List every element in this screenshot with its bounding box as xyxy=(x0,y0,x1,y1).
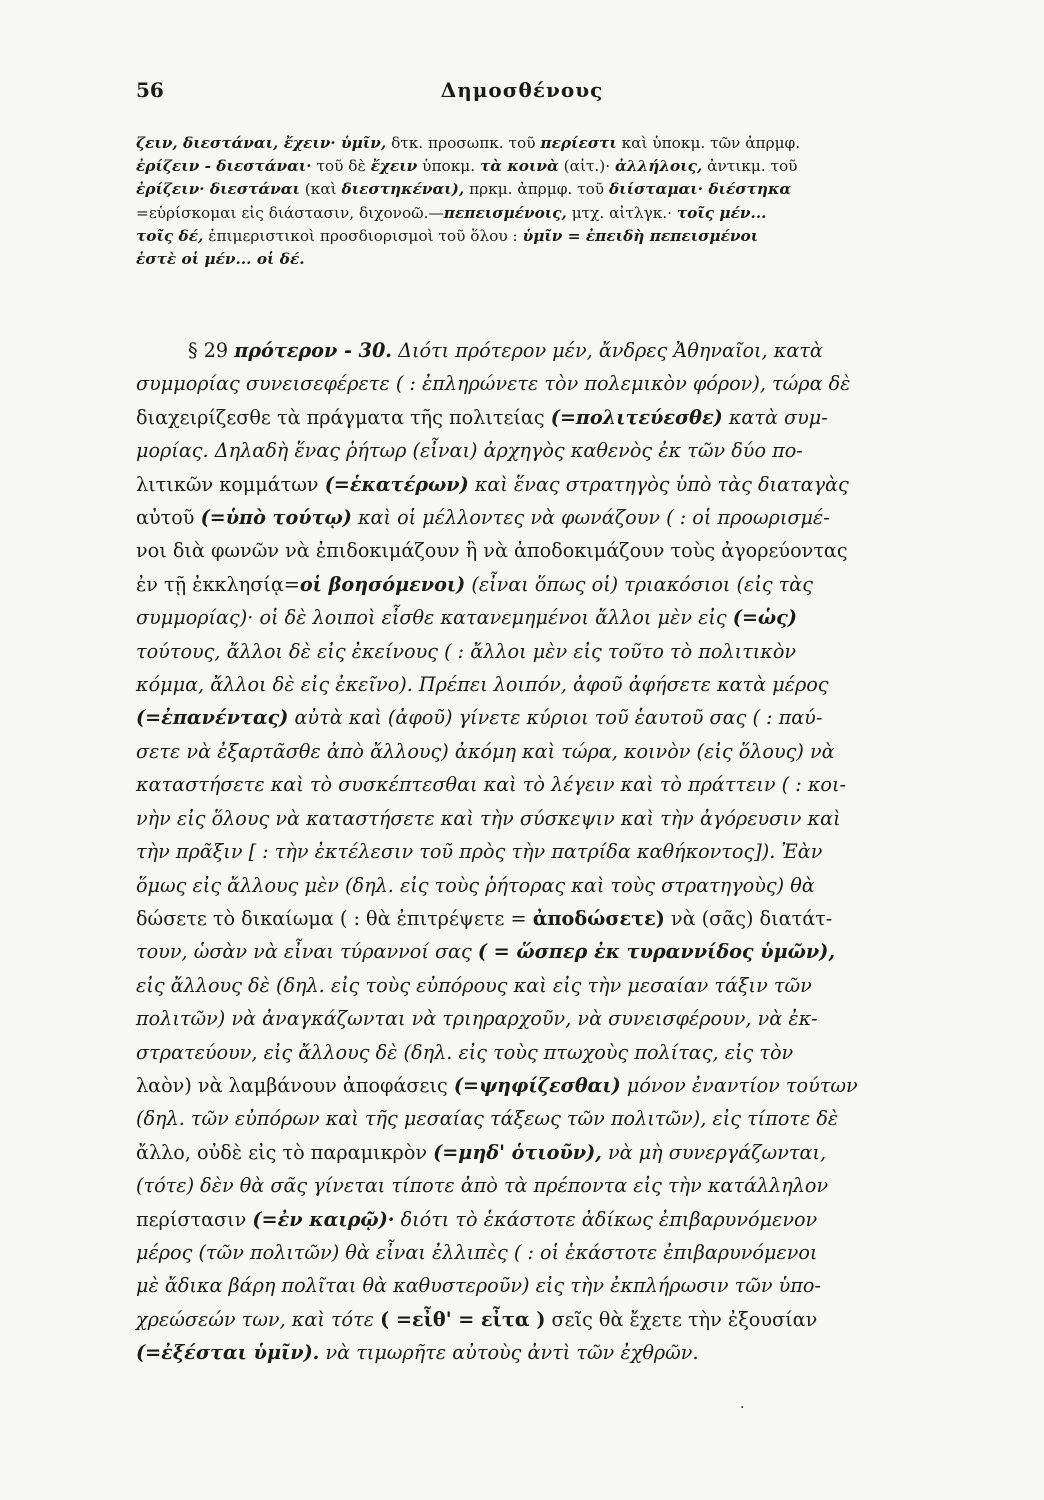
text-run: χρεώσεών των, καὶ τότε xyxy=(136,1307,381,1331)
text-run: ἐν τῇ ἐκκλησίᾳ= xyxy=(136,572,300,596)
text-line xyxy=(136,568,926,601)
text-line xyxy=(136,701,926,734)
text-line xyxy=(136,1036,926,1069)
text-run: =εὑρίσκομαι εἰς διάστασιν, διχονοῶ.— xyxy=(136,203,444,222)
note-line xyxy=(136,155,924,178)
text-line xyxy=(136,668,926,701)
text-run: Διότι πρότερον μέν, ἄνδρες Ἀθηναῖοι, κατὰ xyxy=(391,339,823,362)
text-run: ἄλλο, οὐδὲ εἰς τὸ παραμικρὸν xyxy=(136,1140,434,1164)
text-run: ζειν, διεστάναι, ἔχειν· ὑμῖν, xyxy=(136,134,387,152)
text-run: εἰς ἄλλους δὲ (δηλ. εἰς τοὺς εὐπόρους καὶ εἰς τὴν μεσαίαν τάξιν τῶν xyxy=(136,973,812,997)
text-run: (τότε) δὲν θὰ σᾶς γίνεται τίποτε ἀπὸ τὰ πρέποντα εἰς τὴν κατάλληλον xyxy=(136,1174,829,1198)
text-line xyxy=(136,367,926,400)
note-line xyxy=(136,225,924,248)
text-run: ἀποδώσετε) xyxy=(532,906,665,930)
text-run: μτχ. αἰτλγκ.· xyxy=(566,203,677,222)
text-run: λιτικῶν κομμάτων xyxy=(136,472,325,496)
note-line xyxy=(136,248,924,271)
text-line xyxy=(136,1102,926,1135)
text-run: ἐστὲ οἱ μέν... οἱ δέ. xyxy=(136,250,305,269)
text-run: (=πολιτεύεσθε) xyxy=(550,405,723,429)
text-run: (=ἑκατέρων) xyxy=(324,472,469,496)
text-run: καὶ ἕνας στρατηγὸς ὑπὸ τὰς διαταγὰς xyxy=(468,472,849,496)
text-run: νὰ μὴ συνεργάζωνται, xyxy=(601,1140,827,1164)
text-run: τὰ κοινὰ xyxy=(479,157,559,176)
text-line xyxy=(136,1269,926,1302)
text-run: συμμορίας)· οἱ δὲ λοιποὶ εἶσθε κατανεμημένοι ἄλλοι μὲν εἰς xyxy=(136,606,733,630)
text-run: καὶ ὑποκμ. τῶν ἀπρμφ. xyxy=(616,134,801,152)
text-run: καταστήσετε καὶ τὸ συσκέπτεσθαι καὶ τὸ λέγειν καὶ τὸ πράττειν ( : κοι- xyxy=(136,773,846,797)
page-header xyxy=(0,78,1044,108)
running-title: Δημοσθένους xyxy=(440,78,604,102)
text-run: διαχειρίζεσθε τὰ πράγματα τῆς πολιτείας xyxy=(136,405,551,429)
text-run: (εἶναι ὅπως οἱ) τριακόσιοι (εἰς τὰς xyxy=(465,572,814,596)
text-run: (=ἐπανέντας) xyxy=(136,706,289,730)
text-run: (=ὑπὸ τούτῳ) xyxy=(200,506,352,530)
note-line xyxy=(136,178,924,201)
text-run: σετε νὰ ἐξαρτᾶσθε ἀπὸ ἄλλους) ἀκόμη καὶ τώρα, κοινὸν (εἰς ὅλους) νὰ xyxy=(136,739,835,763)
note-line xyxy=(136,202,924,225)
text-run: ὑμῖν = ἐπειδὴ πεπεισμένοι xyxy=(522,226,759,245)
text-run: συμμορίας συνεισεφέρετε ( : ἐπληρώνετε τὸν πολεμικὸν φόρον), τώρα δὲ xyxy=(136,372,851,396)
text-line xyxy=(136,334,926,367)
text-run: αὐτοῦ xyxy=(136,506,201,530)
text-run: σεῖς θὰ ἔχετε τὴν ἐξουσίαν xyxy=(545,1307,818,1331)
text-line xyxy=(136,969,926,1002)
text-run: δώσετε τὸ δικαίωμα ( : θὰ ἐπιτρέψετε = xyxy=(136,906,533,930)
text-run: κόμμα, ἄλλοι δὲ εἰς ἐκεῖνο). Πρέπει λοιπόν, ἀφοῦ ἀφήσετε κατὰ μέρος xyxy=(136,673,829,697)
text-run: τοῖς μέν... xyxy=(676,203,767,222)
text-run: ἔχειν xyxy=(370,157,418,176)
text-run: ( =εἶθ' = εἶτα ) xyxy=(380,1307,546,1331)
text-line xyxy=(136,1303,926,1336)
page-number: 56 xyxy=(136,78,164,102)
text-run: (καὶ xyxy=(299,180,342,199)
text-line xyxy=(136,1336,926,1369)
text-line xyxy=(136,1203,926,1236)
text-run: ἐπιμεριστικοὶ προσδιορισμοὶ τοῦ ὅλου : xyxy=(203,226,523,245)
text-run: νὰ τιμωρῆτε αὐτοὺς ἀντὶ τῶν ἐχθρῶν. xyxy=(319,1341,699,1365)
text-run: τουν, ὡσὰν νὰ εἶναι τύραννοί σας xyxy=(136,940,478,964)
note-line xyxy=(136,132,924,155)
text-line xyxy=(136,802,926,835)
text-run: πρκμ. ἀπρμφ. τοῦ xyxy=(464,180,609,199)
text-run: ἐρίζειν - διεστάναι· xyxy=(136,157,312,176)
text-run: ( = ὥσπερ ἐκ τυραννίδος ὑμῶν), xyxy=(477,940,835,964)
text-run: διίσταμαι· διέστηκα xyxy=(608,180,792,199)
text-run: τὴν πρᾶξιν [ : τὴν ἐκτέλεσιν τοῦ πρὸς τὴν πατρίδα καθήκοντος]). Ἐὰν xyxy=(136,840,823,864)
text-run: λαὸν) νὰ λαμβάνουν ἀποφάσεις xyxy=(136,1073,454,1097)
text-run: νὰ (σᾶς) διατάτ- xyxy=(664,906,833,930)
text-run: περίεστι xyxy=(540,134,617,152)
text-run: (δηλ. τῶν εὐπόρων καὶ τῆς μεσαίας τάξεως τῶν πολιτῶν), εἰς τίποτε δὲ xyxy=(136,1107,839,1131)
text-run: πολιτῶν) νὰ ἀναγκάζωνται νὰ τριηραρχοῦν, νὰ συνεισφέρουν, νὰ ἐκ- xyxy=(136,1007,818,1031)
text-line xyxy=(136,1169,926,1202)
text-run: τοῦ δὲ xyxy=(311,157,371,176)
text-line xyxy=(136,635,926,668)
text-run: ἀντικμ. τοῦ xyxy=(702,157,798,176)
text-run: νὴν εἰς ὅλους νὰ καταστήσετε καὶ τὴν σύσκεψιν καὶ τὴν ἀγόρευσιν καὶ xyxy=(136,806,841,830)
text-run: καὶ οἱ μέλλοντες νὰ φωνάζουν ( : οἱ προωρισμέ- xyxy=(351,506,830,530)
text-run: ἀλλήλοις, xyxy=(614,157,703,176)
text-run: (=ἐν καιρῷ)· xyxy=(252,1207,395,1231)
text-line xyxy=(136,869,926,902)
text-line xyxy=(136,501,926,534)
text-line xyxy=(136,1136,926,1169)
text-line xyxy=(136,935,926,968)
text-run: διότι τὸ ἑκάστοτε ἀδίκως ἐπιβαρυνόμενον xyxy=(394,1207,818,1231)
text-run: κατὰ συμ- xyxy=(722,405,828,429)
text-run: ὑποκμ. xyxy=(417,157,480,176)
text-line xyxy=(136,1236,926,1269)
text-run: τούτους, ἄλλοι δὲ εἰς ἐκείνους ( : ἄλλοι μὲν εἰς τοῦτο τὸ πολιτικὸν xyxy=(136,639,797,663)
footer-mark: . xyxy=(740,1396,745,1412)
text-line xyxy=(136,735,926,768)
text-run: (=ἐξέσται ὑμῖν). xyxy=(136,1341,320,1365)
text-run: μέρος (τῶν πολιτῶν) θὰ εἶναι ἐλλιπὲς ( : οἱ ἑκάστοτε ἐπιβαρυνόμενοι xyxy=(136,1240,818,1264)
text-run: οἱ βοησόμενοι) xyxy=(299,572,466,596)
text-line xyxy=(136,835,926,868)
text-run: ἐρίζειν· διεστάναι xyxy=(136,180,300,199)
main-translation-text xyxy=(136,334,926,1370)
text-run: μόνον ἐναντίον τούτων xyxy=(620,1073,858,1097)
text-line xyxy=(136,1002,926,1035)
text-line xyxy=(136,401,926,434)
text-run: (=ὡς) xyxy=(732,606,797,630)
text-run: § 29 xyxy=(188,339,235,362)
text-run: (αἰτ.)· xyxy=(558,157,615,176)
text-run: νοι διὰ φωνῶν νὰ ἐπιδοκιμάζουν ἢ νὰ ἀποδοκιμάζουν τοὺς ἀγορεύοντας xyxy=(136,539,848,563)
text-line xyxy=(136,1069,926,1102)
text-line xyxy=(136,902,926,935)
text-run: τοῖς δέ, xyxy=(136,226,204,245)
text-run: πεπεισμένοις, xyxy=(443,203,567,222)
text-run: μὲ ἄδικα βάρη πολῖται θὰ καθυστεροῦν) εἰς τὴν ἐκπλήρωσιν τῶν ὑπο- xyxy=(136,1274,821,1298)
text-line xyxy=(136,601,926,634)
text-run: ὅμως εἰς ἄλλους μὲν (δηλ. εἰς τοὺς ῥήτορας καὶ τοὺς στρατηγοὺς) θὰ xyxy=(136,873,815,897)
text-run: πρότερον - 30. xyxy=(234,339,392,362)
text-run: δτκ. προσωπκ. τοῦ xyxy=(386,134,541,152)
commentary-notes xyxy=(136,132,924,271)
text-run: μορίας. Δηλαδὴ ἕνας ῥήτωρ (εἶναι) ἀρχηγὸς καθενὸς ἐκ τῶν δύο πο- xyxy=(136,439,803,463)
text-run: (=μηδ' ὁτιοῦν), xyxy=(433,1140,602,1164)
text-line xyxy=(136,534,926,567)
text-run: διεστηκέναι), xyxy=(341,180,465,199)
text-run: στρατεύουν, εἰς ἄλλους δὲ (δηλ. εἰς τοὺς πτωχοὺς πολίτας, εἰς τὸν xyxy=(136,1040,794,1064)
text-run: αὐτὰ καὶ (ἀφοῦ) γίνετε κύριοι τοῦ ἑαυτοῦ σας ( : παύ- xyxy=(288,706,823,730)
text-line xyxy=(136,468,926,501)
text-line xyxy=(136,768,926,801)
text-run: (=ψηφίζεσθαι) xyxy=(453,1073,621,1097)
text-line xyxy=(136,434,926,467)
text-run: περίστασιν xyxy=(136,1207,253,1231)
